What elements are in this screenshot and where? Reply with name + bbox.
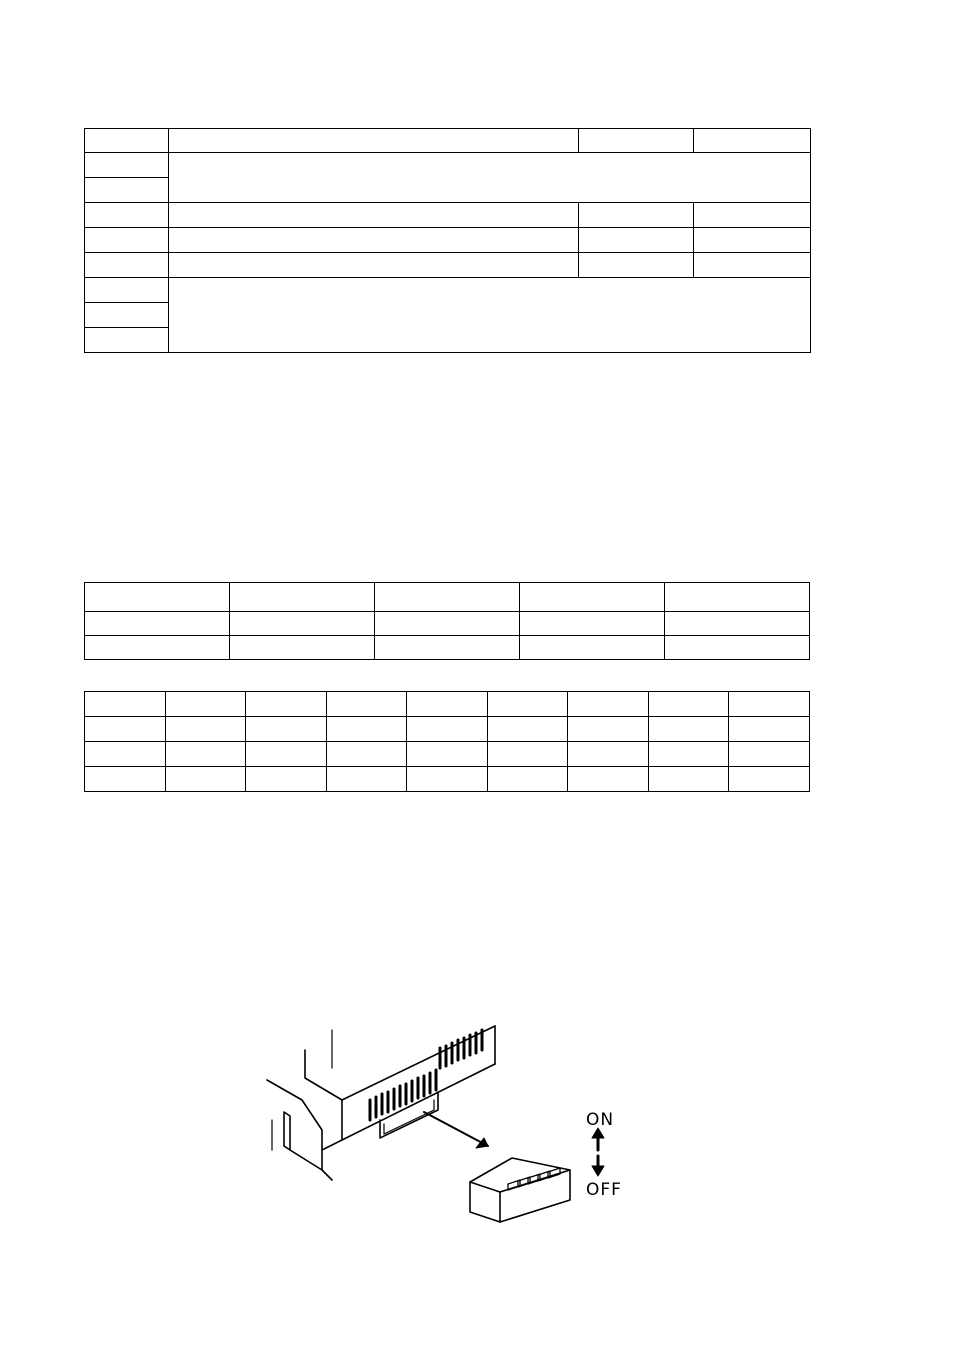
off-down-arrow — [592, 1156, 604, 1176]
table-cell — [230, 612, 375, 636]
table-row — [85, 153, 811, 178]
table-cell — [407, 692, 488, 717]
table-row — [85, 278, 811, 303]
table-cell — [375, 636, 520, 660]
table-cell — [520, 636, 665, 660]
five-column-table — [84, 582, 810, 660]
table-cell — [665, 583, 810, 612]
table-cell — [694, 253, 811, 278]
table-cell — [169, 228, 579, 253]
table-cell — [85, 692, 166, 717]
table-cell — [648, 717, 729, 742]
on-label: ON — [586, 1110, 615, 1130]
table-cell — [520, 583, 665, 612]
table-cell — [648, 742, 729, 767]
table-row — [85, 612, 810, 636]
table-cell — [246, 742, 327, 767]
table-cell — [729, 717, 810, 742]
table-cell — [85, 328, 169, 353]
table-cell — [326, 717, 407, 742]
table-cell — [568, 717, 649, 742]
printer-corner-illustration — [262, 1020, 642, 1230]
table-cell — [487, 767, 568, 792]
table-cell — [85, 583, 230, 612]
table-row — [85, 253, 811, 278]
table-cell — [694, 228, 811, 253]
table-row — [85, 692, 810, 717]
table-cell — [694, 203, 811, 228]
table-cell — [568, 692, 649, 717]
table-cell — [85, 203, 169, 228]
on-up-arrow — [592, 1128, 604, 1150]
table-cell — [665, 612, 810, 636]
table-cell — [568, 742, 649, 767]
table-cell — [230, 636, 375, 660]
table-cell — [85, 253, 169, 278]
nine-column-table — [84, 691, 810, 792]
vent-stripes — [370, 1030, 482, 1120]
table-cell — [169, 253, 579, 278]
table-cell — [85, 717, 166, 742]
table-cell — [246, 692, 327, 717]
pointer-arrow — [424, 1112, 488, 1148]
table-cell — [487, 692, 568, 717]
table-cell — [579, 129, 694, 153]
table-cell — [85, 153, 169, 178]
off-label: OFF — [586, 1180, 622, 1200]
table-cell — [165, 692, 246, 717]
table-cell — [729, 742, 810, 767]
table-cell — [579, 253, 694, 278]
table-row — [85, 203, 811, 228]
table-cell — [729, 767, 810, 792]
table-cell — [487, 742, 568, 767]
table-row — [85, 636, 810, 660]
table-row — [85, 717, 810, 742]
table-cell — [165, 742, 246, 767]
table-cell — [326, 742, 407, 767]
table-cell — [85, 742, 166, 767]
merged-cell — [169, 278, 811, 353]
table-cell — [579, 203, 694, 228]
dip-switch-block — [470, 1158, 570, 1222]
table-row — [85, 767, 810, 792]
table-cell — [375, 612, 520, 636]
table-cell — [165, 717, 246, 742]
table-cell — [407, 767, 488, 792]
table-cell — [246, 717, 327, 742]
table-cell — [579, 228, 694, 253]
table-cell — [85, 129, 169, 153]
dip-switch-figure — [262, 1020, 642, 1230]
table-row — [85, 742, 810, 767]
table-cell — [375, 583, 520, 612]
table-cell — [665, 636, 810, 660]
table-row — [85, 129, 811, 153]
table-cell — [85, 178, 169, 203]
table-cell — [169, 203, 579, 228]
table-cell — [246, 767, 327, 792]
table-cell — [326, 767, 407, 792]
table-row — [85, 583, 810, 612]
table-cell — [85, 228, 169, 253]
table-cell — [165, 767, 246, 792]
table-cell — [729, 692, 810, 717]
table-cell — [85, 767, 166, 792]
switch-function-table — [84, 128, 811, 353]
table-cell — [85, 278, 169, 303]
table-cell — [326, 692, 407, 717]
table-cell — [85, 612, 230, 636]
table-cell — [648, 692, 729, 717]
table-cell — [487, 717, 568, 742]
table-cell — [85, 303, 169, 328]
table-cell — [520, 612, 665, 636]
table-cell — [568, 767, 649, 792]
table-cell — [85, 636, 230, 660]
merged-cell — [169, 153, 811, 203]
table-cell — [230, 583, 375, 612]
table-row — [85, 228, 811, 253]
table-cell — [648, 767, 729, 792]
table-cell — [694, 129, 811, 153]
table-cell — [407, 717, 488, 742]
table-cell — [169, 129, 579, 153]
table-cell — [407, 742, 488, 767]
